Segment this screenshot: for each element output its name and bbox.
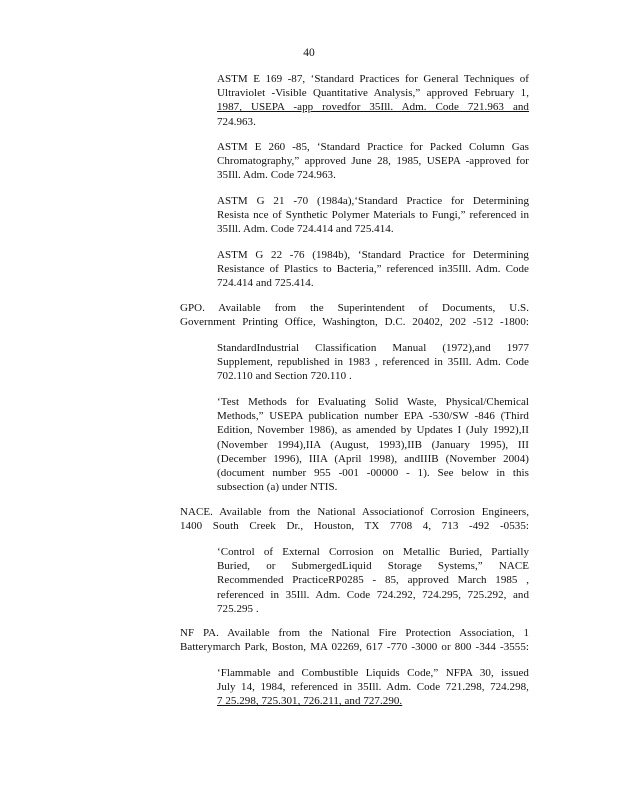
paragraph-line: ‘Test Methods for Evaluating Solid Waste, Physical/Chemical [217, 396, 529, 408]
paragraph-line: 35Ill. Adm. Code 724.963. [217, 169, 336, 182]
sw846-paragraph [217, 395, 529, 494]
paragraph-line: (November 1994),IIA (August, 1993),IIB (January 1995), III [217, 438, 529, 451]
paragraph-line: NF PA. Available from the National Fire Protection Association, 1 [180, 627, 529, 639]
paragraph-line: 1987, USEPA -app rovedfor 35Ill. Adm. Code 721.963 and [217, 101, 529, 114]
paragraph-line: 724.963. [217, 115, 256, 128]
paragraph-line: Methods,” USEPA publication number EPA -530/SW -846 (Third [217, 410, 529, 423]
paragraph-line: Chromatography,” approved June 28, 1985, USEPA -approved for [217, 155, 529, 168]
paragraph-line: ASTM G 21 -70 (1984a),‘Standard Practice for Determining [217, 195, 529, 207]
paragraph-line: ASTM E 260 -85, ‘Standard Practice for Packed Column Gas [217, 141, 529, 153]
paragraph-line: ‘Control of External Corrosion on Metallic Buried, Partially [217, 546, 529, 558]
nace-heading-paragraph [180, 505, 529, 533]
paragraph-line: 702.110 and Section 720.110 . [217, 370, 352, 383]
nace-rp0285-paragraph [217, 545, 529, 616]
paragraph-line: Government Printing Office, Washington, D.C. 20402, 202 -512 -1800: [180, 316, 529, 329]
paragraph-line: 725.295 . [217, 602, 259, 615]
astm-g22-paragraph [217, 248, 529, 291]
paragraph-line: Resistance of Plastics to Bacteria,” referenced in35Ill. Adm. Code [217, 263, 529, 276]
paragraph-line: Ultraviolet -Visible Quantitative Analysis,” approved February 1, [217, 87, 529, 100]
nfpa-30-paragraph [217, 666, 529, 709]
paragraph-line: ASTM G 22 -76 (1984b), ‘Standard Practice for Determining [217, 249, 529, 261]
paragraph-line: subsection (a) under NTIS. [217, 481, 338, 494]
astm-e260-paragraph [217, 140, 529, 183]
astm-g21-paragraph [217, 194, 529, 237]
paragraph-line: Supplement, republished in 1983 , referenced in 35Ill. Adm. Code [217, 356, 529, 369]
paragraph-line: Resista nce of Synthetic Polymer Materials to Fungi,” referenced in [217, 209, 529, 222]
astm-e169-paragraph [217, 72, 529, 129]
paragraph-line: referenced in 35Ill. Adm. Code 724.292, 724.295, 725.292, and [217, 588, 529, 601]
paragraph-line: (document number 955 -001 -00000 - 1). See below in this [217, 467, 529, 480]
paragraph-line: NACE. Available from the National Associationof Corrosion Engineers, [180, 506, 529, 518]
paragraph-line: ‘Flammable and Combustible Liquids Code,” NFPA 30, issued [217, 667, 529, 679]
paragraph-line: 1400 South Creek Dr., Houston, TX 7708 4, 713 -492 -0535: [180, 520, 529, 533]
paragraph-line: StandardIndustrial Classification Manual (1972),and 1977 [217, 342, 529, 354]
paragraph-line: 7 25.298, 725.301, 726.211, and 727.290. [217, 695, 403, 708]
paragraph-line: July 14, 1984, referenced in 35Ill. Adm. Code 721.298, 724.298, [217, 681, 529, 694]
paragraph-line: ASTM E 169 -87, ‘Standard Practices for General Techniques of [217, 73, 529, 85]
nfpa-heading-paragraph [180, 626, 529, 654]
paragraph-line: Batterymarch Park, Boston, MA 02269, 617 -770 -3000 or 800 -344 -3555: [180, 641, 529, 654]
gpo-heading-paragraph [180, 301, 529, 329]
paragraph-line: Recommended PracticeRP0285 - 85, approved March 1985 , [217, 574, 529, 587]
paragraph-line: GPO. Available from the Superintendent of Documents, U.S. [180, 302, 529, 314]
paragraph-line: (December 1996), IIIA (April 1998), andIIIB (November 2004) [217, 452, 529, 465]
sic-manual-paragraph [217, 341, 529, 384]
paragraph-line: Edition, November 1986), as amended by Updates I (July 1992),II [217, 424, 529, 437]
page-number: 40 [303, 47, 315, 59]
paragraph-line: Buried, or SubmergedLiquid Storage Systems,” NACE [217, 560, 529, 573]
paragraph-line: 35Ill. Adm. Code 724.414 and 725.414. [217, 223, 394, 236]
paragraph-line: 724.414 and 725.414. [217, 277, 314, 290]
